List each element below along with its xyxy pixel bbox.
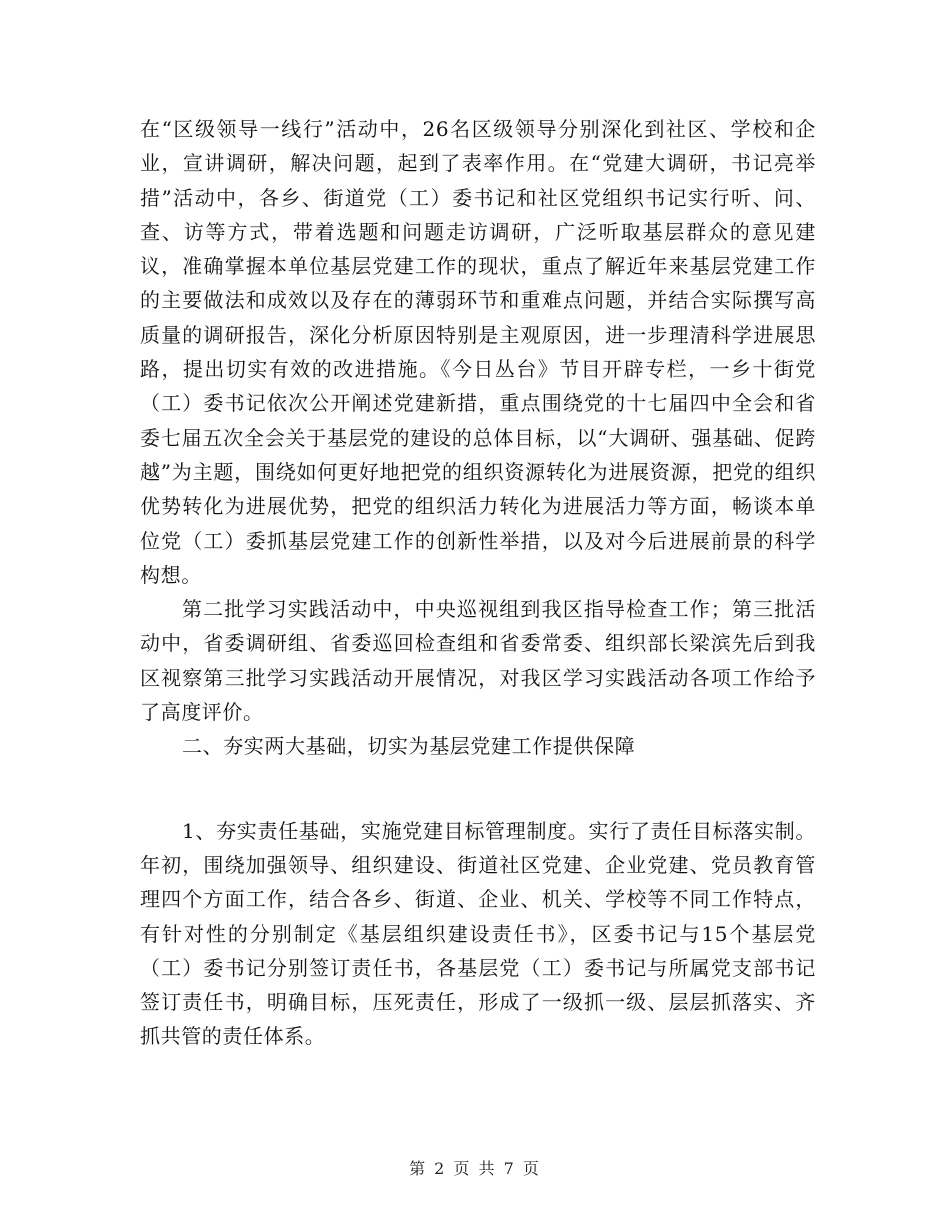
paragraph-1: 在“区级领导一线行”活动中，26名区级领导分别深化到社区、学校和企业，宣讲调研，解决问题，起到了表率作用。在“党建大调研，书记亮举措”活动中，各乡、街道党（工）委书记和社区党组织书记实行听、问、查、访等方式，带着选题和问题走访调研，广泛听取基层群众的意见建议，准确掌握本单位基层党建工作的现状，重点了解近年来基层党建工作的主要做法和成效以及存在的薄弱环节和重难点问题，并结合实际撰写高质量的调研报告，深化分析原因特别是主观原因，进一步理清科学进展思路，提出切实有效的改进措施。《今日丛台》节目开辟专栏，一乡十街党（工）委书记依次公开阐述党建新措，重点围绕党的十七届四中全会和省委七届五次全会关于基层党的建设的总体目标，以“大调研、强基础、促跨越”为主题，围绕如何更好地把党的组织资源转化为进展资源，把党的组织优势转化为进展优势，把党的组织活力转化为进展活力等方面，畅谈本单位党（工）委抓基层党建工作的创新性举措，以及对今后进展前景的科学构想。	[140, 117, 816, 587]
page-footer	[0, 1156, 950, 1179]
section-spacer	[140, 764, 816, 814]
page-number: 第 2 页 共 7 页	[409, 1159, 541, 1178]
paragraph-3: 1、夯实责任基础，实施党建目标管理制度。实行了责任目标落实制。年初，围绕加强领导、组织建设、街道社区党建、企业党建、党员教育管理四个方面工作，结合各乡、街道、企业、机关、学校等不同工作特点，有针对性的分别制定《基层组织建设责任书》，区委书记与15个基层党（工）委书记分别签订责任书，各基层党（工）委书记与所属党支部书记签订责任书，明确目标，压死责任，形成了一级抓一级、层层抓落实、齐抓共管的责任体系。	[140, 818, 816, 1049]
paragraph-2: 第二批学习实践活动中，中央巡视组到我区指导检查工作；第三批活动中，省委调研组、省委巡回检查组和省委常委、组织部长梁滨先后到我区视察第三批学习实践活动开展情况，对我区学习实践活动各项工作给予了高度评价。	[140, 597, 816, 725]
section-heading: 二、夯实两大基础，切实为基层党建工作提供保障	[182, 734, 636, 759]
document-body	[140, 112, 816, 1054]
